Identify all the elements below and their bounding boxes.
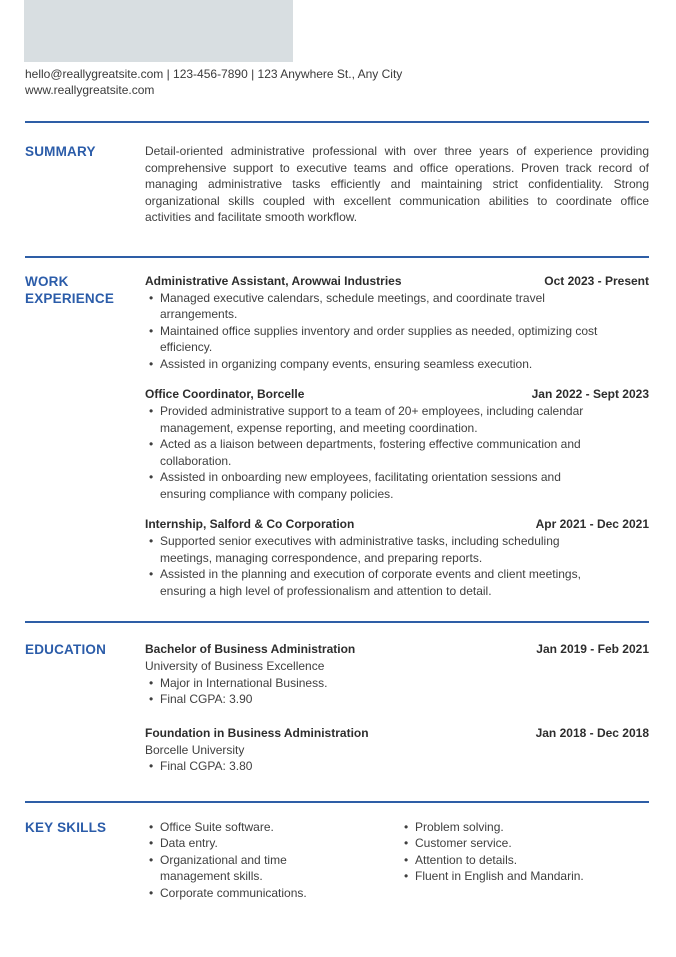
job-bullet-list bbox=[145, 290, 610, 373]
institution-name: University of Business Excellence bbox=[145, 659, 325, 673]
skill-item: • Organizational and time management skills. bbox=[145, 852, 337, 885]
degree-title: Foundation in Business Administration bbox=[145, 725, 369, 740]
education-dates: Jan 2019 - Feb 2021 bbox=[536, 642, 649, 656]
job-bullet: • Assisted in onboarding new employees, facilitating orientation sessions and ensuring compliance with company policies. bbox=[145, 469, 610, 502]
skills-column-2 bbox=[400, 819, 649, 902]
job-entry bbox=[145, 516, 649, 599]
job-dates: Apr 2021 - Dec 2021 bbox=[535, 517, 649, 531]
resume-sections bbox=[25, 121, 649, 901]
key-skills-content bbox=[145, 819, 649, 902]
job-bullet: • Supported senior executives with administrative tasks, including scheduling meetings, managing correspondence, and preparing reports. bbox=[145, 533, 610, 566]
education-bullet: • Final CGPA: 3.90 bbox=[145, 691, 649, 708]
section-work-experience bbox=[25, 256, 649, 600]
job-bullet: • Acted as a liaison between departments, fostering effective communication and collaboration. bbox=[145, 436, 610, 469]
education-header bbox=[145, 641, 649, 658]
job-title: Office Coordinator, Borcelle bbox=[145, 387, 305, 401]
job-header bbox=[145, 516, 649, 533]
key-skills-label: KEY SKILLS bbox=[25, 819, 107, 835]
job-dates: Oct 2023 - Present bbox=[544, 273, 649, 288]
job-bullet: • Assisted in organizing company events, ensuring seamless execution. bbox=[145, 356, 610, 373]
job-entry bbox=[145, 273, 649, 373]
education-entry bbox=[145, 641, 649, 708]
institution-name: Borcelle University bbox=[145, 742, 245, 757]
summary-text: Detail-oriented administrative professional with over three years of experience providing comprehensive support to executive teams and office operations. Proven track record of managing administrative tasks efficiently and maintaining strict confidentiality. Strong organizational skills coupled with excellent communication abilities to coordinate office activities and facilitate smooth workflow. bbox=[145, 144, 649, 224]
education-header bbox=[145, 725, 649, 742]
name-placeholder-block bbox=[24, 0, 293, 62]
skill-item: • Customer service. bbox=[400, 835, 649, 852]
job-dates: Jan 2022 - Sept 2023 bbox=[531, 387, 649, 401]
section-summary bbox=[25, 121, 649, 226]
contact-line: hello@reallygreatsite.com | 123-456-7890 | 123 Anywhere St., Any City bbox=[25, 67, 403, 81]
job-bullet-list bbox=[145, 533, 610, 599]
job-bullet: • Assisted in the planning and execution of corporate events and client meetings, ensuring a high level of professionalism and attention to detail. bbox=[145, 566, 610, 599]
skill-item: • Office Suite software. bbox=[145, 819, 337, 836]
work-experience-label: WORK EXPERIENCE bbox=[25, 273, 115, 306]
education-label: EDUCATION bbox=[25, 642, 107, 657]
education-entry bbox=[145, 725, 649, 775]
section-key-skills bbox=[25, 801, 649, 902]
degree-title: Bachelor of Business Administration bbox=[145, 642, 356, 656]
education-dates: Jan 2018 - Dec 2018 bbox=[535, 725, 649, 740]
job-title: Internship, Salford & Co Corporation bbox=[145, 517, 355, 531]
job-bullet: • Provided administrative support to a team of 20+ employees, including calendar management, expense reporting, and meeting coordination. bbox=[145, 403, 610, 436]
education-bullet-list bbox=[145, 675, 649, 708]
website-line: www.reallygreatsite.com bbox=[25, 83, 155, 97]
job-header bbox=[145, 273, 649, 290]
skill-item: • Data entry. bbox=[145, 835, 337, 852]
skill-item: • Problem solving. bbox=[400, 819, 649, 836]
job-bullet-list bbox=[145, 403, 610, 502]
work-experience-content bbox=[145, 273, 649, 600]
contact-info bbox=[25, 66, 402, 98]
summary-label: SUMMARY bbox=[25, 144, 96, 159]
skills-column-1 bbox=[145, 819, 337, 902]
job-entry bbox=[145, 386, 649, 502]
skill-item: • Attention to details. bbox=[400, 852, 649, 869]
summary-content bbox=[145, 143, 649, 226]
skill-item: • Fluent in English and Mandarin. bbox=[400, 868, 649, 885]
job-title: Administrative Assistant, Arowwai Industries bbox=[145, 273, 402, 288]
education-bullet-list bbox=[145, 758, 649, 775]
education-bullet: • Final CGPA: 3.80 bbox=[145, 758, 649, 775]
job-bullet: • Managed executive calendars, schedule meetings, and coordinate travel arrangements. bbox=[145, 290, 610, 323]
skill-item: • Corporate communications. bbox=[145, 885, 337, 902]
education-content bbox=[145, 641, 649, 775]
education-bullet: • Major in International Business. bbox=[145, 675, 649, 692]
section-education bbox=[25, 621, 649, 775]
job-header bbox=[145, 386, 649, 403]
job-bullet: • Maintained office supplies inventory and order supplies as needed, optimizing cost efficiency. bbox=[145, 323, 610, 356]
